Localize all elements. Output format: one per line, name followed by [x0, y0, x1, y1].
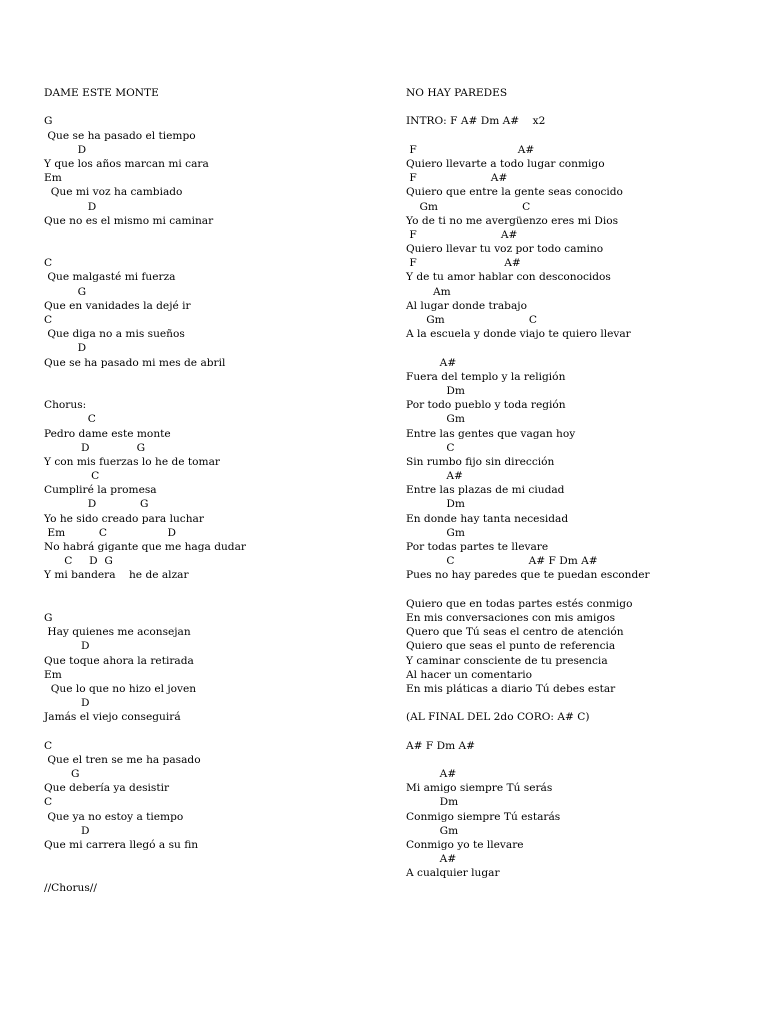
lyric-line: Quiero que seas el punto de referencia — [406, 640, 616, 653]
lyric-line: D — [44, 824, 90, 837]
lyric-line: Que mi carrera llegó a su fin — [44, 838, 199, 851]
lyric-line: Mi amigo siempre Tú serás — [406, 782, 553, 795]
lyric-line: Quero que Tú seas el centro de atención — [406, 626, 624, 639]
lyric-line: Yo de ti no me avergüenzo eres mi Dios — [406, 214, 619, 227]
lyric-line: G — [44, 611, 53, 624]
lyric-line: Entre las plazas de mi ciudad — [406, 484, 565, 497]
lyric-line: Que ya no estoy a tiempo — [44, 810, 184, 823]
lyric-line: Que no es el mismo mi caminar — [44, 214, 214, 227]
lyric-line: INTRO: F A# Dm A# x2 — [406, 115, 546, 128]
blank-line — [44, 228, 374, 242]
lyric-line: Entre las gentes que vagan hoy — [406, 427, 576, 440]
lyric-line: Que malgasté mi fuerza — [44, 271, 176, 284]
lyric-line: Que el tren se me ha pasado — [44, 753, 201, 766]
lyric-line: No habrá gigante que me haga dudar — [44, 541, 246, 553]
lyric-line: Por todo pueblo y toda región — [406, 399, 566, 412]
lyric-line: D — [44, 143, 87, 156]
lyric-line: G — [44, 115, 53, 128]
lyric-line: En mis pláticas a diario Tú debes estar — [406, 682, 616, 695]
lyric-line: Gm — [406, 526, 465, 539]
lyric-line: Que se ha pasado mi mes de abril — [44, 356, 226, 369]
lyric-line: Em C D — [44, 526, 177, 539]
blank-line — [406, 696, 746, 710]
lyric-line: Al lugar donde trabajo — [406, 299, 527, 312]
lyric-line: Que debería ya desistir — [44, 782, 170, 795]
lyric-line: C — [44, 470, 100, 483]
blank-line — [406, 341, 746, 355]
blank-line — [44, 597, 374, 611]
lyric-line: D G — [44, 498, 149, 511]
lyric-line: DAME ESTE MONTE — [44, 87, 159, 99]
lyric-line: Em — [44, 172, 62, 185]
lyric-line: F A# — [406, 228, 518, 241]
lyric-line: C — [44, 257, 53, 270]
lyric-line: C — [44, 413, 96, 426]
lyric-line: F A# — [406, 257, 521, 270]
lyric-line: Y de tu amor hablar con desconocidos — [406, 271, 611, 284]
lyric-line: Pues no hay paredes que te puedan esconder — [406, 569, 650, 582]
blank-line — [44, 100, 374, 114]
lyric-line: A cualquier lugar — [406, 867, 500, 880]
lyric-line: Gm C — [406, 314, 538, 326]
lyric-line: A# — [406, 768, 457, 780]
blank-line — [406, 753, 746, 767]
lyric-line: Quiero llevar tu voz por todo camino — [406, 243, 604, 256]
lyric-line: Dm — [406, 498, 465, 511]
blank-line — [44, 370, 374, 384]
lyric-line: Y que los años marcan mi cara — [44, 157, 209, 170]
song-no-hay-paredes — [406, 86, 746, 881]
blank-line — [406, 129, 746, 143]
lyric-line: A# F Dm A# — [406, 739, 476, 752]
blank-line — [44, 583, 374, 597]
lyric-line: D — [44, 697, 90, 710]
lyric-line: Quiero que en todas partes estés conmigo — [406, 597, 633, 610]
lyric-line: Que toque ahora la retirada — [44, 654, 194, 667]
lyric-line: Y caminar consciente de tu presencia — [406, 654, 608, 667]
lyric-line: Chorus: — [44, 399, 87, 412]
lyric-line: Gm — [406, 413, 465, 426]
song-dame-este-monte — [44, 86, 374, 895]
lyric-line: Dm — [406, 384, 465, 397]
lyric-line: A la escuela y donde viajo te quiero llevar — [406, 328, 631, 341]
lyric-line: Por todas partes te llevare — [406, 541, 549, 553]
lyric-line: Hay quienes me aconsejan — [44, 626, 191, 639]
lyric-line: (AL FINAL DEL 2do CORO: A# C) — [406, 711, 590, 724]
lyric-line: Quiero llevarte a todo lugar conmigo — [406, 157, 605, 170]
blank-line — [406, 100, 746, 114]
lyric-line: //Chorus// — [44, 881, 97, 894]
lyric-line: Al hacer un comentario — [406, 668, 533, 681]
lyric-line: Y con mis fuerzas lo he de tomar — [44, 455, 220, 468]
lyric-line: Pedro dame este monte — [44, 427, 171, 440]
lyric-line: D — [44, 200, 97, 213]
lyric-line: A# — [406, 470, 463, 483]
lyric-line: C — [44, 796, 53, 809]
lyric-line: C — [44, 739, 53, 752]
lyric-line: Quiero que entre la gente seas conocido — [406, 186, 623, 199]
lyric-line: C — [406, 441, 455, 454]
lyric-line: Conmigo siempre Tú estarás — [406, 810, 561, 823]
lyric-line: Que diga no a mis sueños — [44, 328, 185, 341]
lyric-line: Gm C — [406, 200, 531, 213]
lyric-line: Fuera del templo y la religión — [406, 370, 566, 383]
blank-line — [406, 724, 746, 738]
lyric-line: Que en vanidades la dejé ir — [44, 299, 191, 312]
lyric-line: Conmigo yo te llevare — [406, 838, 524, 851]
blank-line — [44, 852, 374, 866]
blank-line — [44, 724, 374, 738]
lyric-line: NO HAY PAREDES — [406, 87, 508, 99]
lyric-line: Am — [406, 285, 451, 298]
lyric-line: Que se ha pasado el tiempo — [44, 129, 196, 142]
lyric-line: G — [44, 285, 87, 298]
lyric-line: A# — [406, 853, 457, 866]
lyric-line: Que mi voz ha cambiado — [44, 186, 183, 199]
lyric-line: Cumpliré la promesa — [44, 484, 157, 497]
lyric-line: Gm — [406, 824, 459, 837]
lyric-line: D — [44, 342, 87, 355]
lyric-line: Yo he sido creado para luchar — [44, 512, 204, 525]
lyric-line: Sin rumbo fijo sin dirección — [406, 455, 555, 468]
blank-line — [44, 384, 374, 398]
lyric-line: Jamás el viejo conseguirá — [44, 711, 181, 724]
lyric-line: Que lo que no hizo el joven — [44, 682, 197, 695]
lyric-line: A# — [406, 356, 457, 369]
lyric-line: C D G — [44, 555, 113, 568]
lyric-line: Y mi bandera he de alzar — [44, 569, 189, 582]
lyric-line: En mis conversaciones con mis amigos — [406, 611, 616, 624]
lyric-line: D — [44, 640, 90, 653]
blank-line — [406, 583, 746, 597]
lyric-line: G — [44, 768, 80, 780]
lyric-line: C A# F Dm A# — [406, 555, 598, 568]
lyric-line: Dm — [406, 796, 459, 809]
blank-line — [44, 866, 374, 880]
lyric-line: F A# — [406, 143, 535, 156]
blank-line — [44, 242, 374, 256]
lyric-line: En donde hay tanta necesidad — [406, 512, 569, 525]
lyric-line: C — [44, 314, 53, 326]
lyric-line: Em — [44, 668, 62, 681]
lyric-line: D G — [44, 441, 146, 454]
lyric-line: F A# — [406, 172, 508, 185]
